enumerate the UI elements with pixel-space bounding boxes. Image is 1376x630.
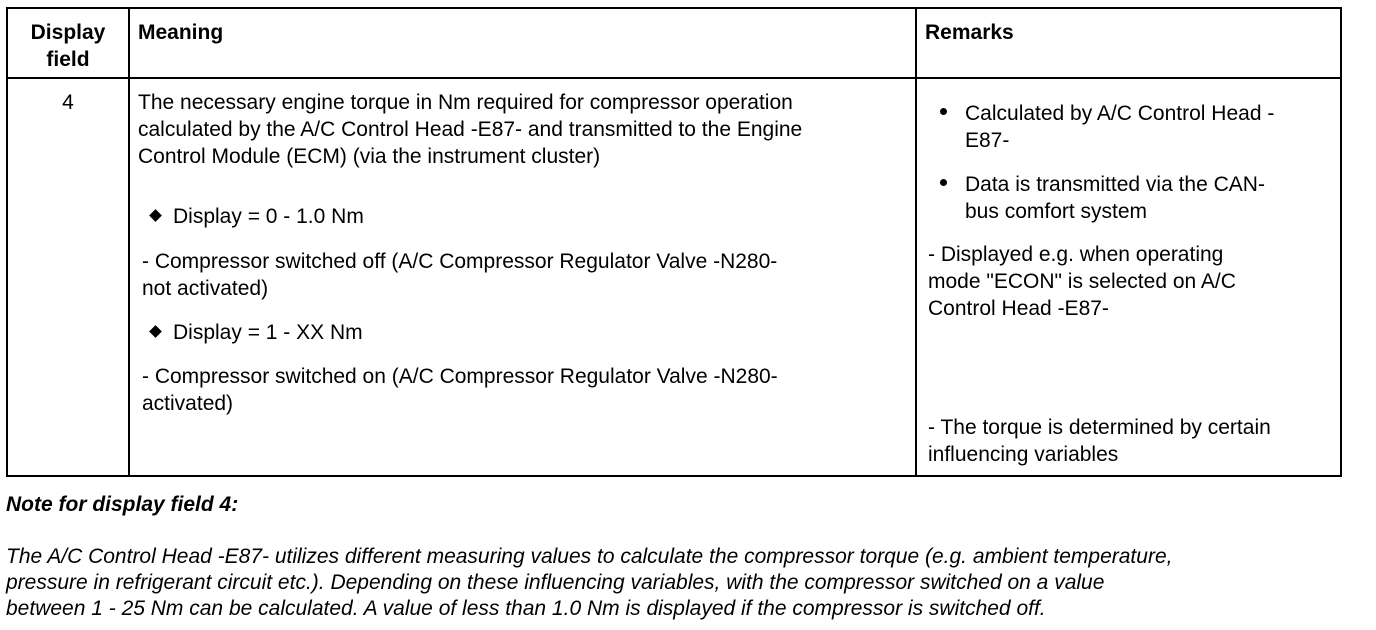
diamond-bullet-icon [149, 209, 162, 222]
note-body [6, 544, 1172, 622]
meaning-intro-line: calculated by the A/C Control Head -E87- and transmitted to the Engine [138, 118, 803, 141]
note-title: Note for display field 4: [6, 493, 239, 516]
remarks-note1-line: - Displayed e.g. when operating [928, 243, 1224, 266]
meaning-intro-line: Control Module (ECM) (via the instrument cluster) [138, 145, 601, 168]
meaning-item2-desc [142, 363, 778, 417]
meaning-item2-desc-line: activated) [142, 392, 234, 415]
remarks-note2-line: influencing variables [928, 443, 1119, 466]
remarks-bullet2 [965, 171, 1265, 225]
remarks-note2-line: - The torque is determined by certain [928, 416, 1271, 439]
display-field-value: 4 [62, 91, 74, 114]
note-body-line: between 1 - 25 Nm can be calculated. A value of less than 1.0 Nm is displayed if the compressor is switched off. [6, 597, 1046, 620]
header-remarks: Remarks [925, 21, 1014, 44]
remarks-bullet2-line: bus comfort system [965, 200, 1148, 223]
meaning-item1-desc [142, 248, 777, 302]
diamond-bullet-icon [149, 325, 162, 338]
meaning-item1-label: Display = 0 - 1.0 Nm [173, 205, 364, 228]
bullet-icon [940, 179, 947, 186]
note-body-line: pressure in refrigerant circuit etc.). Depending on these influencing variables, with the compressor switched on a value [6, 571, 1105, 594]
header-display-field-line: Display [30, 21, 106, 44]
header-display-field [8, 19, 128, 73]
remarks-note1-line: mode "ECON" is selected on A/C [928, 270, 1236, 293]
remarks-note1-line: Control Head -E87- [928, 297, 1109, 320]
remarks-bullet1-line: Calculated by A/C Control Head - [965, 102, 1275, 125]
meaning-intro-line: The necessary engine torque in Nm required for compressor operation [138, 91, 793, 114]
meaning-item1-desc-line: not activated) [142, 277, 269, 300]
meaning-item2-desc-line: - Compressor switched on (A/C Compressor Regulator Valve -N280- [142, 365, 778, 388]
header-meaning: Meaning [138, 21, 224, 44]
header-display-field-line: field [46, 48, 90, 71]
remarks-bullet2-line: Data is transmitted via the CAN- [965, 173, 1265, 196]
note-body-line: The A/C Control Head -E87- utilizes different measuring values to calculate the compressor torque (e.g. ambient temperature, [6, 545, 1173, 568]
header-divider [8, 77, 1340, 79]
bullet-icon [940, 108, 947, 115]
remarks-bullet1 [965, 100, 1274, 154]
meaning-item2-label: Display = 1 - XX Nm [173, 321, 363, 344]
meaning-item1-desc-line: - Compressor switched off (A/C Compressor Regulator Valve -N280- [142, 250, 778, 273]
meaning-intro [138, 89, 802, 170]
remarks-note2 [928, 414, 1271, 468]
remarks-bullet1-line: E87- [965, 129, 1010, 152]
remarks-note1 [928, 241, 1236, 322]
measuring-value-table [6, 7, 1342, 477]
